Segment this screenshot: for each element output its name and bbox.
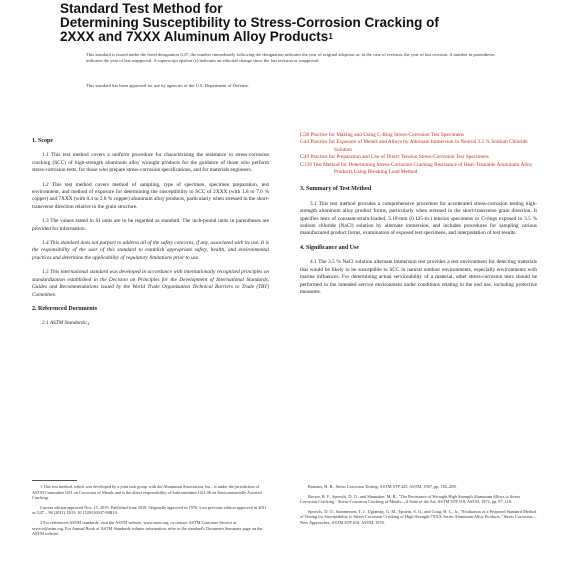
- scope-paragraph-4: 1.4 This standard does not purport to address all of the safety concerns, if any, associated with its use. It is the responsibility of the user of this standard to establish appropriate safety, health, and environmental practices and determine the applicability of regulatory limitations prior to use.: [32, 240, 269, 261]
- summary-heading: 3. Summary of Test Method: [300, 186, 372, 193]
- title-footnote-mark: 1: [328, 32, 333, 41]
- footnote-4: Brown, B. F., Sprowls, D. O., and Shumaker, M. B., "The Resistance of Wrought High Strength Aluminum Alloys to Stress Corrosion Cracking," Stress-Corrosion Cracking of Metals—A State of the Art, ASTM STP 518, ASTM, 1972, pp. 87–118.: [300, 493, 521, 505]
- scope-paragraph-5: 1.5 This international standard was developed in accordance with internationally recognized principles on standardization established in the Decision on Principles for the Development of International Standards, Guides and Recommendations issued by the World Trade Organization Technical Barriers to Trade (TBT) Committee.: [32, 269, 269, 298]
- reference-item[interactable]: G139 Test Method for Determining Stress-Corrosion Cracking Resistance of Heat-Treatable Aluminum Alloy Products Using Breaking Load Method: [300, 161, 533, 176]
- reference-item[interactable]: G49 Practice for Preparation and Use of Direct Tension Stress-Corrosion Test Specimens: [300, 154, 489, 161]
- scope-paragraph-2: 1.2 This test method covers method of sampling, type of specimen, specimen preparation, test environment, and method of exposure for determining the susceptibility to SCC of 2XXX (with 1.8 to 7.0 % copper) and 7XXX (with 0.4 to 2.8 % copper) aluminum alloy products, particularly when stressed in the short-transverse direction relative to the grain structure.: [32, 181, 269, 210]
- reference-item[interactable]: G44 Practice for Exposure of Metals and Alloys by Alternate Immersion in Neutral 3.5 % Sodium Chloride Solution: [300, 139, 528, 153]
- title-line-2: Determining Susceptibility to Stress-Corrosion Cracking of: [60, 15, 439, 30]
- reference-item[interactable]: G38 Practice for Making and Using C-Ring Stress-Corrosion Test Specimens: [300, 132, 464, 138]
- footnote-3: Romans, H. B., Stress Corrosion Testing, ASTM STP 425, ASTM, 1967, pp. 182–208.: [308, 484, 457, 489]
- document-title: [60, 2, 530, 44]
- title-line-3: 2XXX and 7XXX Aluminum Alloy Products$^1$: [60, 29, 333, 44]
- footnote-1: 1 This test method, which was developed by a joint task group with the Aluminum Association, Inc., is under the jurisdiction of ASTM Committee G01 on Corrosion of Metals and is the direct responsibility of Subcommittee G01.06 on Environmentally Assisted Cracking.: [32, 484, 262, 501]
- scope-paragraph-3: 1.3 The values stated in SI units are to be regarded as standard. The inch-pound units in parentheses are provided for information.: [32, 218, 269, 232]
- left-column: [32, 132, 269, 335]
- title-line-1: Standard Test Method for: [60, 1, 223, 16]
- footnote-2: 2 For referenced ASTM standards, visit the ASTM website, www.astm.org, or contact ASTM Customer Service at service@astm.org. For Annual Book of ASTM Standards volume information, refer to the standard's Document Summary page on the ASTM website.: [32, 519, 263, 537]
- left-footnotes: [32, 484, 269, 541]
- referenced-documents-heading: 2. Referenced Documents: [32, 305, 98, 312]
- astm-standards-line: 2.1 ASTM Standards:$^2$: [42, 320, 90, 327]
- issuance-note: This standard is issued under the fixed designation G47; the number immediately following the designation indicates the year of original adoption or, in the case of revision, the year of last revision. A number in parentheses indicates the year of last reapproval. A superscript epsilon (ε) indicates an editorial change since the last revision or reapproval.: [86, 52, 495, 63]
- footnote-edition: Current edition approved Nov. 15, 2019. Published June 2019. Originally approved in 1976. Last previous edition approved in 2011 as G47 – 98 (2011). DOI: 10.1520/G0047-98R19.: [32, 504, 267, 516]
- footnote-5: Sprowls, D. O., Summerson, T. J., Ugiansky, G. M., Epstein, S. G., and Craig, H. L., Jr., "Evaluation of a Proposed Standard Method of Testing for Susceptibility to Stress-Corrosion Cracking of High-Strength 7XXX Series Aluminum Alloy Products," Stress Corrosion—New Approaches, ASTM STP 610, ASTM, 1976.: [300, 508, 537, 525]
- summary-paragraph-1: 3.1 This test method provides a comprehensive procedure for accelerated stress-corrosion testing high-strength aluminum alloy product forms, particularly when stressed in the short-transverse grain direction. It specifies tests of constant-strain-loaded, 3.18-mm (0.125-in.) tension specimens or C-rings exposed to 3.5 % sodium chloride (NaCl) solution by alternate immersion, and includes procedures for sampling various manufactured product forms, examination of exposed test specimens, and interpretation of test results.: [300, 200, 537, 237]
- right-footnotes: [300, 484, 537, 530]
- scope-paragraph-1: 1.1 This test method covers a uniform procedure for characterizing the resistance to stress-corrosion cracking (SCC) of high-strength aluminum alloy wrought products for the guidance of those who perform stress-corrosion tests, for those who prepare stress-corrosion specifications, and for materials engineers.: [32, 152, 269, 174]
- dod-note: This standard has been approved for use by agencies of the U.S. Department of Defense.: [86, 83, 249, 88]
- significance-heading: 4. Significance and Use: [300, 244, 360, 251]
- right-column: [300, 132, 537, 303]
- footnote-rule: [32, 480, 77, 481]
- significance-paragraph-1: 4.1 The 3.5 % NaCl solution alternate immersion test provides a test environment for detecting materials that would be likely to be susceptible to SCC in natural outdoor environments, especially environments with marine influences. For determining actual serviceability of a material, other stress-corrosion tests should be performed in the intended service environment under conditions relating to the end use, including protective measures.: [300, 259, 537, 295]
- scope-heading: 1. Scope: [32, 138, 53, 144]
